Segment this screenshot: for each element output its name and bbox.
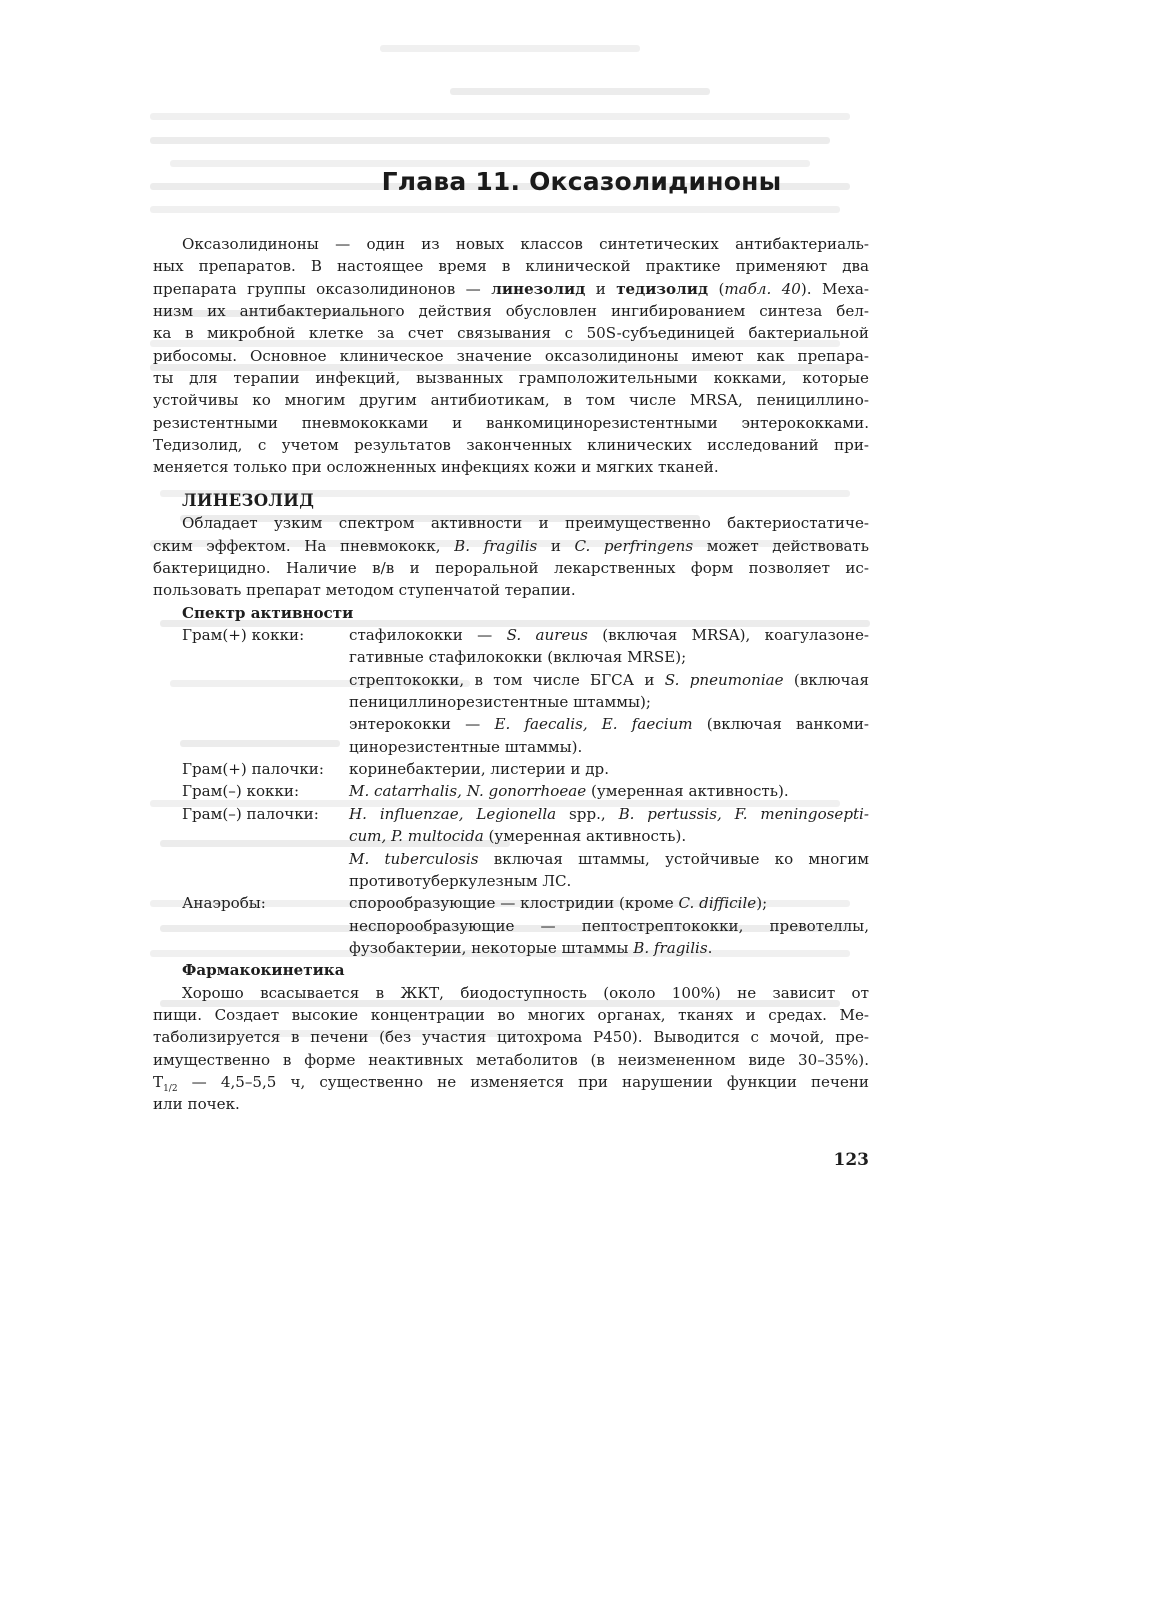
text-run: таболизируется в печени (без участия цитохрома Р450). Выводится с мочой, пре- xyxy=(153,1028,869,1047)
spectrum-row xyxy=(153,736,869,758)
spectrum-value xyxy=(349,892,869,914)
spectrum-label xyxy=(153,937,349,959)
text-run: (включая ванкоми- xyxy=(692,715,870,734)
text-line xyxy=(153,233,869,255)
text-run: . xyxy=(707,938,713,957)
text-line xyxy=(153,389,869,411)
text-run: T xyxy=(153,1072,164,1091)
text-line xyxy=(153,300,869,322)
pharmacokinetics-paragraph xyxy=(153,982,869,1116)
subscript: 1/2 xyxy=(163,1083,178,1094)
spectrum-value xyxy=(349,736,869,758)
text-run: цинорезистентные штаммы). xyxy=(349,737,583,756)
text-run: коринебактерии, листерии и др. xyxy=(349,760,609,779)
intro-paragraph xyxy=(153,233,869,479)
text-run: (умеренная активность). xyxy=(586,782,789,801)
text-run: стрептококки, в том числе БГСА и xyxy=(349,670,665,689)
spectrum-value xyxy=(349,669,869,691)
text-line xyxy=(153,535,869,557)
text-line xyxy=(153,322,869,344)
spectrum-label xyxy=(153,915,349,937)
italic-term: B. fragilis xyxy=(454,536,538,555)
text-run: пищи. Создает высокие концентрации во многих органах, тканях и средах. Ме- xyxy=(153,1005,869,1024)
bold-term: тедизолид xyxy=(616,279,709,298)
text-run: ка в микробной клетке за счет связывания с 50S-субъединицей бактериальной xyxy=(153,324,869,343)
text-run: спорообразующие — клостридии (кроме xyxy=(349,894,679,913)
spectrum-row xyxy=(153,870,869,892)
text-run: гативные стафилококки (включая MRSE); xyxy=(349,648,687,667)
text-run: бактерицидно. Наличие в/в и пероральной лекарственных форм позволяет ис- xyxy=(153,559,869,578)
text-line xyxy=(153,512,869,534)
text-run: Тедизолид, с учетом результатов законченных клинических исследований при- xyxy=(153,436,869,455)
spectrum-row xyxy=(153,803,869,825)
spectrum-label xyxy=(153,825,349,847)
text-line xyxy=(153,278,869,300)
text-run: может действовать xyxy=(693,536,870,555)
chapter-title: Глава 11. Оксазолидиноны xyxy=(381,167,782,196)
text-run: противотуберкулезным ЛС. xyxy=(349,871,572,890)
spectrum-row xyxy=(153,713,869,735)
text-line xyxy=(153,982,869,1004)
text-run: устойчивы ко многим другим антибиотикам, в том числе MRSA, пенициллино- xyxy=(153,391,869,410)
spectrum-row xyxy=(153,669,869,691)
text-run: Хорошо всасывается в ЖКТ, биодоступность (около 100%) не зависит от xyxy=(182,983,869,1002)
text-line xyxy=(153,1093,869,1115)
text-run: энтерококки — xyxy=(349,715,495,734)
text-run: Оксазолидиноны — один из новых классов синтетических антибактериаль- xyxy=(182,235,869,253)
spectrum-label: Грам(+) кокки: xyxy=(182,626,305,645)
italic-term: B. fragilis xyxy=(633,938,708,957)
italic-term: M. tuberculosis xyxy=(349,849,479,868)
spectrum-row xyxy=(153,691,869,713)
spectrum-label: Анаэробы: xyxy=(182,894,266,913)
text-run: spp., xyxy=(556,804,619,823)
text-run: ским эффектом. На пневмококк, xyxy=(153,536,455,555)
section-intro-paragraph xyxy=(153,512,869,601)
spectrum-value xyxy=(349,825,869,847)
spectrum-label xyxy=(153,848,349,870)
spectrum-row xyxy=(153,915,869,937)
italic-term: M. catarrhalis, N. gonorrhoeae xyxy=(349,782,587,801)
text-run: пользовать препарат методом ступенчатой терапии. xyxy=(153,581,576,600)
spectrum-label xyxy=(153,713,349,735)
text-run: низм их антибактериального действия обусловлен ингибированием синтеза бел- xyxy=(153,302,869,321)
text-run: ). Меха- xyxy=(800,279,870,298)
spectrum-row xyxy=(153,892,869,914)
text-run: (включая xyxy=(783,670,869,689)
spectrum-label xyxy=(153,691,349,713)
text-line xyxy=(153,1004,869,1026)
text-run: включая штаммы, устойчивые ко многим xyxy=(478,849,869,868)
spectrum-label xyxy=(153,669,349,691)
spectrum-value xyxy=(349,691,869,713)
text-line xyxy=(153,1049,869,1071)
text-line xyxy=(153,1071,869,1093)
text-run: меняется только при осложненных инфекциях кожи и мягких тканей. xyxy=(153,458,719,477)
spectrum-value xyxy=(349,915,869,937)
text-line xyxy=(153,434,869,456)
spectrum-label: Грам(–) палочки: xyxy=(182,804,319,823)
linezolid-section xyxy=(153,490,869,1116)
spectrum-row xyxy=(153,624,869,646)
spectrum-label xyxy=(153,736,349,758)
text-run: ( xyxy=(708,279,725,298)
text-run: ты для терапии инфекций, вызванных грамположительными кокками, которые xyxy=(153,369,869,388)
spectrum-value xyxy=(349,713,869,735)
italic-term: H. influenzae, Legionella xyxy=(349,804,557,823)
spectrum-value xyxy=(349,758,869,780)
text-line xyxy=(153,579,869,601)
spectrum-label xyxy=(153,646,349,668)
text-run: пенициллинорезистентные штаммы); xyxy=(349,693,651,712)
spectrum-row xyxy=(153,937,869,959)
italic-term: C. difficile xyxy=(678,894,757,913)
spectrum-label: Грам(+) палочки: xyxy=(182,760,324,779)
text-run: и xyxy=(537,536,575,555)
spectrum-row xyxy=(153,646,869,668)
spectrum-value xyxy=(349,780,869,802)
section-heading: ЛИНЕЗОЛИД xyxy=(182,491,315,510)
spectrum-value xyxy=(349,803,869,825)
text-run: — 4,5–5,5 ч, существенно не изменяется при нарушении функции печени xyxy=(177,1072,869,1091)
spectrum-label: Грам(–) кокки: xyxy=(182,782,300,801)
italic-term: cum, P. multocida xyxy=(349,827,484,846)
text-line xyxy=(153,412,869,434)
italic-term: B. pertussis, F. meningosepti- xyxy=(618,804,869,823)
spectrum-row xyxy=(153,825,869,847)
text-run: препарата группы оксазолидинонов — xyxy=(153,279,492,298)
text-run: и xyxy=(585,279,617,298)
italic-term: S. pneumoniae xyxy=(664,670,784,689)
text-run: фузобактерии, некоторые штаммы xyxy=(349,938,634,957)
spectrum-label xyxy=(153,870,349,892)
spectrum-value xyxy=(349,624,869,646)
text-run: стафилококки — xyxy=(349,626,507,645)
spectrum-heading: Спектр активности xyxy=(182,603,354,622)
text-run: рибосомы. Основное клиническое значение оксазолидиноны имеют как препара- xyxy=(153,346,869,365)
italic-term: C. perfringens xyxy=(574,536,694,555)
spectrum-value xyxy=(349,870,869,892)
italic-term: E. faecalis, E. faecium xyxy=(494,715,693,734)
pharmacokinetics-heading: Фармакокинетика xyxy=(182,961,345,980)
text-line xyxy=(153,255,869,277)
spectrum-row xyxy=(153,780,869,802)
spectrum-value xyxy=(349,848,869,870)
text-line xyxy=(153,367,869,389)
text-run: или почек. xyxy=(153,1095,240,1114)
bold-term: линезолид xyxy=(491,279,586,298)
text-line xyxy=(153,456,869,478)
text-line xyxy=(153,557,869,579)
text-run: резистентными пневмококками и ванкомицинорезистентными энтерококками. xyxy=(153,413,869,432)
spectrum-row xyxy=(153,848,869,870)
page-number: 123 xyxy=(833,1150,869,1170)
spectrum-row xyxy=(153,758,869,780)
spectrum-value xyxy=(349,646,869,668)
text-line xyxy=(153,1026,869,1048)
italic-term: табл. 40 xyxy=(724,279,801,298)
text-line xyxy=(153,345,869,367)
spectrum-list xyxy=(153,624,869,959)
text-run: имущественно в форме неактивных метаболитов (в неизмененном виде 30–35%). xyxy=(153,1050,869,1069)
text-run: ); xyxy=(756,894,768,913)
spectrum-value xyxy=(349,937,869,959)
text-run: неспорообразующие — пептострептококки, превотеллы, xyxy=(349,916,869,935)
text-run: (умеренная активность). xyxy=(483,827,687,846)
text-run: Обладает узким спектром активности и преимущественно бактериостатиче- xyxy=(182,514,869,533)
italic-term: S. aureus xyxy=(506,626,588,645)
text-run: (включая MRSA), коагулазоне- xyxy=(587,626,869,645)
text-run: ных препаратов. В настоящее время в клинической практике применяют два xyxy=(153,257,869,276)
